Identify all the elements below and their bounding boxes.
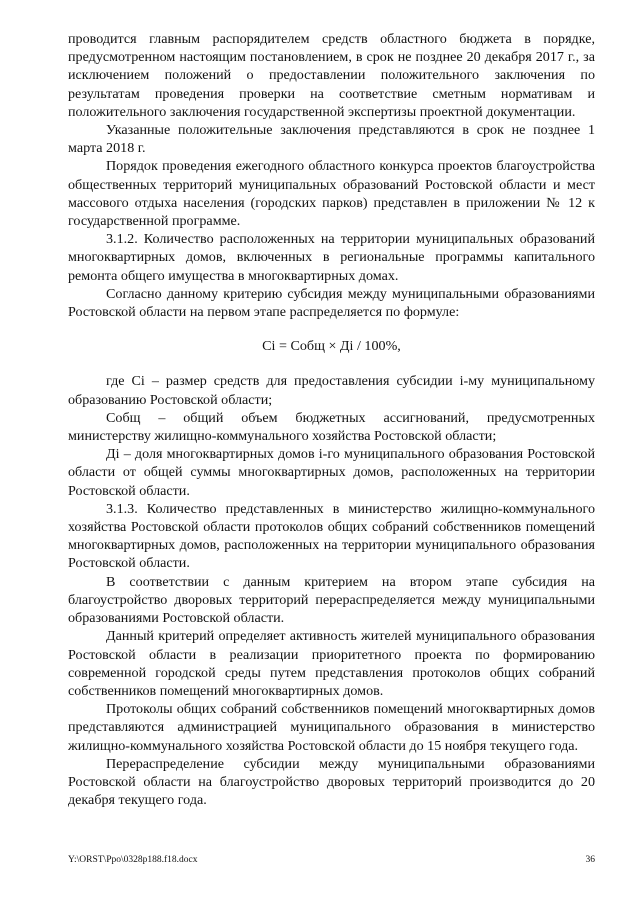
paragraph-definition-di: Дi – доля многоквартирных домов i-го муниципального образования Ростовской области от общей суммы многоквартирных домов, расположенных на территории Ростовской области.	[68, 446, 595, 499]
paragraph-redistribution-deadline: Перераспределение субсидии между муниципальными образованиями Ростовской области на благоустройство дворовых территорий производится до 20 декабря текущего года.	[68, 755, 595, 809]
paragraph-protocols-deadline: Протоколы общих собраний собственников помещений многоквартирных домов представляются администрацией муниципального образования в министерство жилищно-коммунального хозяйства Ростовской области до 15 ноября текущего года.	[68, 701, 595, 754]
paragraph-contest-procedure: Порядок проведения ежегодного областного конкурса проектов благоустройства общественных территорий муниципальных образований Ростовской области и мест массового отдыха населения (городских парков) представлен в приложении № 12 к государственной программе.	[68, 158, 595, 230]
footer-file-path: Y:\ORST\Ppo\0328p188.f18.docx	[68, 855, 198, 865]
document-body	[68, 30, 595, 809]
paragraph-continuation: проводится главным распорядителем средств областного бюджета в порядке, предусмотренном настоящим постановлением, в срок не позднее 20 декабря 2017 г., за исключением положений о предоставлении положительного заключения по результатам проведения проверки на соответствие сметным нормативам и положительного заключения государственной экспертизы проектной документации.	[68, 31, 595, 120]
paragraph-activity-criterion: Данный критерий определяет активность жителей муниципального образования Ростовской области в реализации приоритетного проекта по формированию современной городской среды путем представления протоколов общих собраний собственников помещений многоквартирных домов.	[68, 628, 595, 699]
paragraph-conclusions-deadline: Указанные положительные заключения представляются в срок не позднее 1 марта 2018 г.	[68, 122, 595, 157]
paragraph-first-stage: Согласно данному критерию субсидия между муниципальными образованиями Ростовской области на первом этапе распределяется по формуле:	[68, 285, 595, 321]
page-number: 36	[585, 855, 595, 865]
page-footer	[68, 855, 595, 865]
paragraph-criterion-3-1-3: 3.1.3. Количество представленных в министерство жилищно-коммунального хозяйства Ростовской области протоколов общих собраний собственников помещений многоквартирных домов, расположенных на территории муниципального образования Ростовской области.	[68, 500, 595, 572]
paragraph-second-stage: В соответствии с данным критерием на втором этапе субсидия на благоустройство дворовых территорий перераспределяется между муниципальными образованиями Ростовской области.	[68, 573, 595, 627]
paragraph-definition-ci: где Сi – размер средств для предоставления субсидии i-му муниципальному образованию Ростовской области;	[68, 373, 595, 408]
paragraph-definition-sobshch: Собщ – общий объем бюджетных ассигнований, предусмотренных министерству жилищно-коммунального хозяйства Ростовской области;	[68, 409, 595, 445]
paragraph-criterion-3-1-2: 3.1.2. Количество расположенных на территории муниципальных образований многоквартирных домов, включенных в региональные программы капитального ремонта общего имущества в многоквартирных домах.	[68, 231, 595, 284]
formula: Сi = Собщ × Дi / 100%,	[262, 338, 401, 355]
